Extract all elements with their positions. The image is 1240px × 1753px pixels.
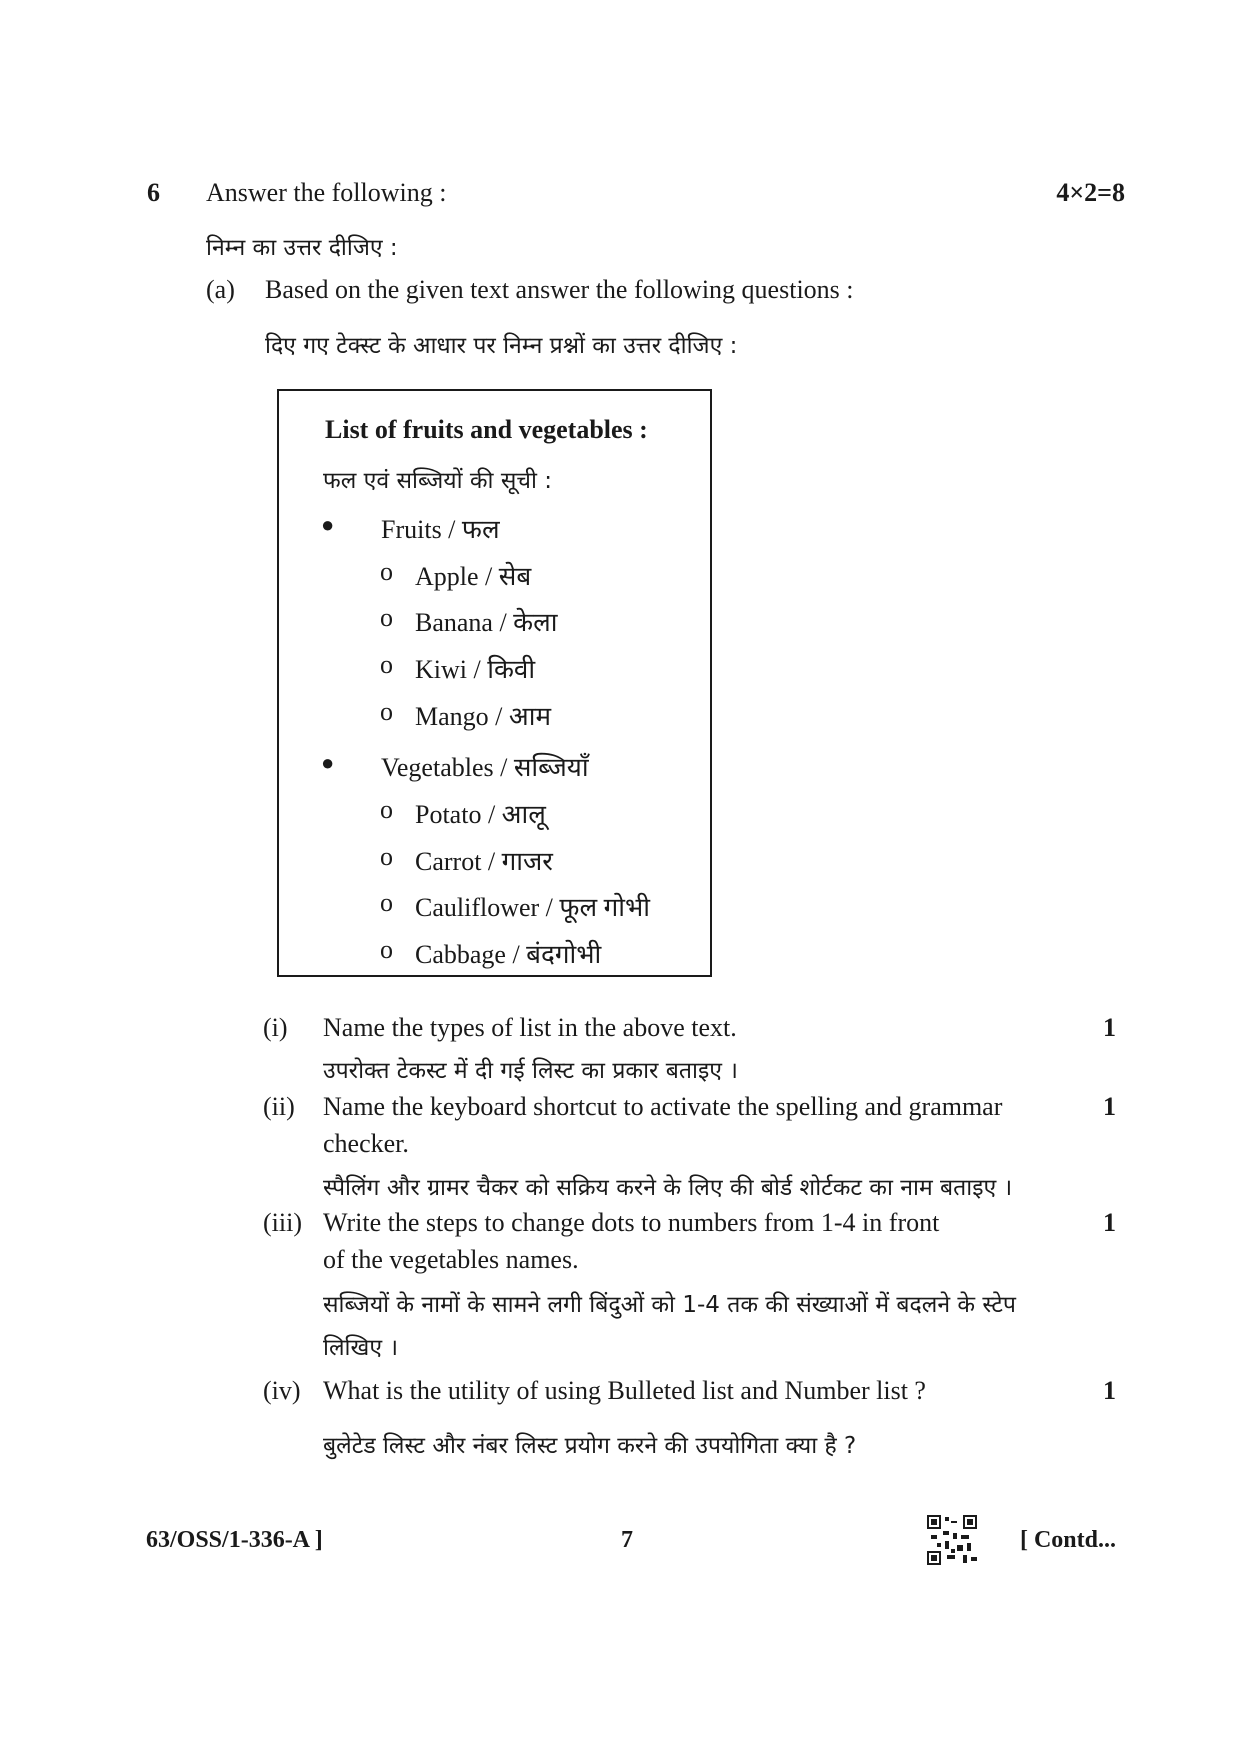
subquestion-marks: 1	[1103, 1208, 1116, 1237]
subquestion-number: (iii)	[263, 1208, 302, 1237]
list-item: Cabbage / बंदगोभी	[415, 940, 602, 969]
list-item: Potato / आलू	[415, 800, 546, 829]
list-box-title-hindi: फल एवं सब्जियों की सूची :	[323, 468, 552, 494]
bullet-icon: ●	[321, 512, 335, 537]
sub-bullet-icon: o	[380, 650, 393, 679]
question-title: Answer the following :	[206, 178, 447, 207]
list-group-vegetables: Vegetables / सब्जियाँ	[381, 753, 589, 782]
list-item: Banana / केला	[415, 608, 558, 637]
part-a-text-hindi: दिए गए टेक्स्ट के आधार पर निम्न प्रश्नों का उत्तर दीजिए :	[265, 333, 738, 359]
subquestion-text-hindi: सब्जियों के नामों के सामने लगी बिंदुओं को 1-4 तक की संख्याओं में बदलने के स्टेप	[323, 1292, 1016, 1318]
subquestion-text: Write the steps to change dots to numbers from 1-4 in front	[323, 1208, 940, 1237]
sub-bullet-icon: o	[380, 795, 393, 824]
subquestion-text: Name the keyboard shortcut to activate the spelling and grammar	[323, 1092, 1003, 1121]
subquestion-text: of the vegetables names.	[323, 1245, 579, 1274]
subquestion-text: Name the types of list in the above text.	[323, 1013, 737, 1042]
subquestion-number: (i)	[263, 1013, 288, 1042]
list-item: Mango / आम	[415, 702, 552, 731]
page-number: 7	[621, 1527, 633, 1553]
qr-code-icon	[927, 1515, 977, 1565]
question-marks: 4×2=8	[1056, 178, 1125, 207]
list-group-fruits: Fruits / फल	[381, 515, 500, 544]
list-item: Carrot / गाजर	[415, 847, 553, 876]
subquestion-text-hindi: स्पैलिंग और ग्रामर चैकर को सक्रिय करने के लिए की बोर्ड शोर्टकट का नाम बताइए ।	[323, 1175, 1013, 1201]
subquestion-text: What is the utility of using Bulleted list and Number list ?	[323, 1376, 926, 1405]
subquestion-text-hindi: बुलेटेड लिस्ट और नंबर लिस्ट प्रयोग करने की उपयोगिता क्या है ?	[323, 1433, 857, 1459]
paper-code: 63/OSS/1-336-A ]	[146, 1527, 323, 1553]
question-title-hindi: निम्न का उत्तर दीजिए :	[206, 235, 398, 261]
subquestion-marks: 1	[1103, 1013, 1116, 1042]
sub-bullet-icon: o	[380, 935, 393, 964]
sub-bullet-icon: o	[380, 697, 393, 726]
bullet-icon: ●	[321, 750, 335, 775]
list-item: Cauliflower / फूल गोभी	[415, 893, 650, 922]
sub-bullet-icon: o	[380, 842, 393, 871]
sub-bullet-icon: o	[380, 888, 393, 917]
list-item: Kiwi / किवी	[415, 655, 536, 684]
subquestion-marks: 1	[1103, 1092, 1116, 1121]
subquestion-marks: 1	[1103, 1376, 1116, 1405]
subquestion-number: (ii)	[263, 1092, 295, 1121]
subquestion-text-hindi: उपरोक्त टेकस्ट में दी गई लिस्ट का प्रकार बताइए ।	[323, 1058, 738, 1084]
sub-bullet-icon: o	[380, 557, 393, 586]
subquestion-number: (iv)	[263, 1376, 301, 1405]
part-a-text: Based on the given text answer the following questions :	[265, 275, 854, 304]
list-box-title: List of fruits and vegetables :	[325, 415, 648, 444]
subquestion-text: checker.	[323, 1129, 409, 1158]
continued-label: [ Contd...	[1019, 1527, 1116, 1553]
subquestion-text-hindi: लिखिए ।	[323, 1335, 399, 1361]
list-item: Apple / सेब	[415, 562, 532, 591]
part-a-label: (a)	[206, 275, 235, 304]
question-number: 6	[147, 178, 160, 207]
sub-bullet-icon: o	[380, 603, 393, 632]
